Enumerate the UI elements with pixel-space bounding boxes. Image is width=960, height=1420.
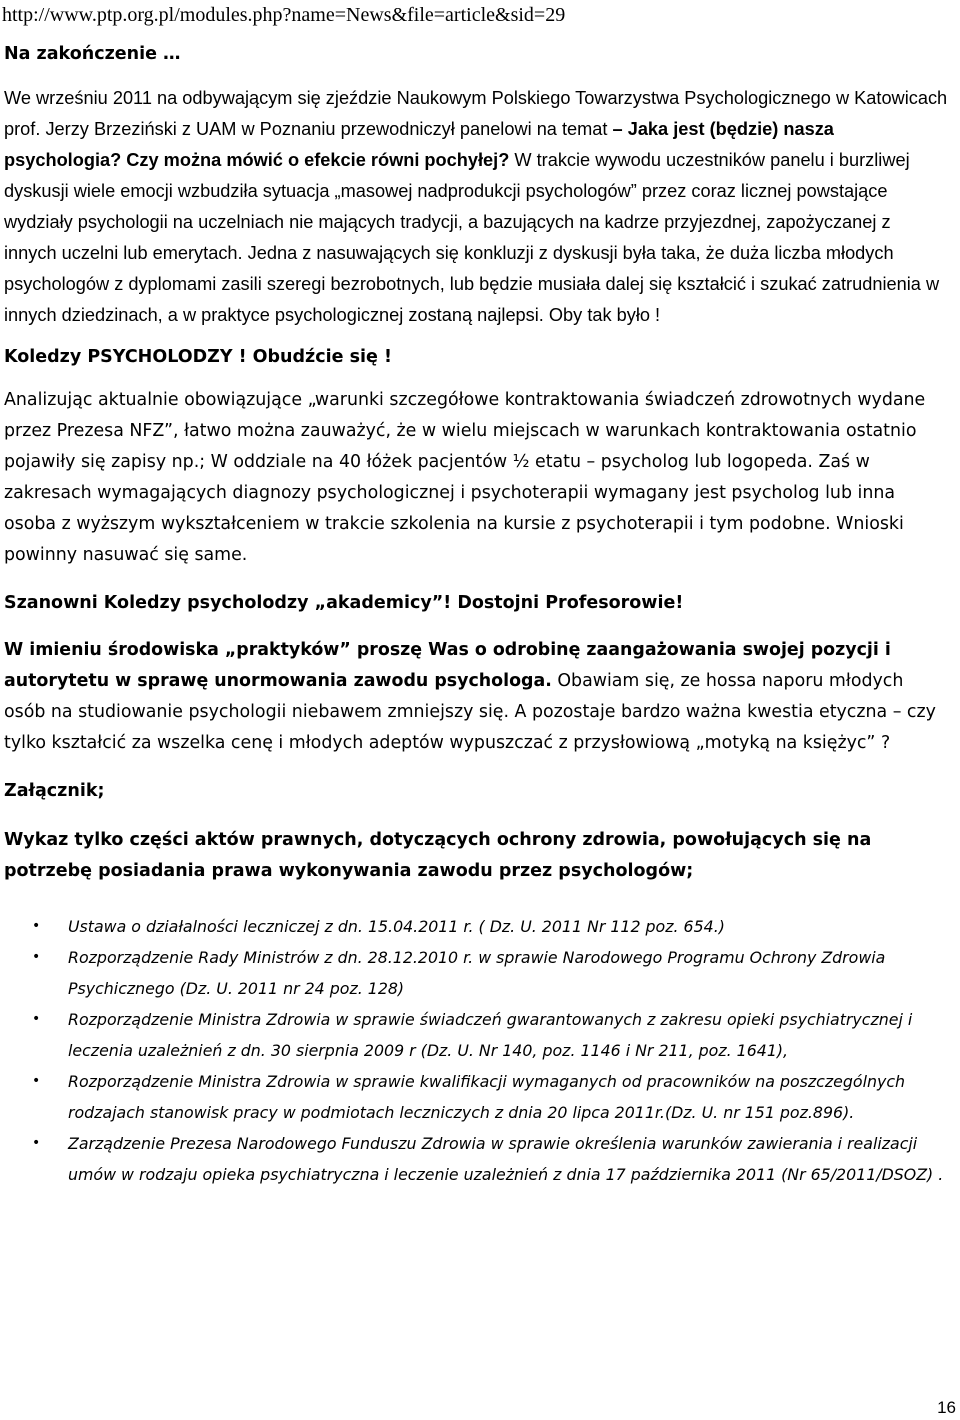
legal-act-item [4, 911, 948, 942]
legal-acts-list [4, 911, 948, 1190]
panel-topic-bold: – Jaka jest (będzie) nasza psychologia? Czy można mówić o efekcie równi pochyłej? [4, 119, 834, 170]
legal-act-item [4, 942, 948, 1004]
bullet-icon: • [32, 918, 41, 934]
legal-act-text: Zarządzenie Prezesa Narodowego Funduszu Zdrowia w sprawie określenia warunków zawierania i realizacji umów w rodzaju opieka psychiatryczna i leczenie uzależnień z dnia 17 października 2011 (Nr 65/2011/DSOZ) . [68, 1134, 944, 1184]
section-heading-academics: Szanowni Koledzy psycholodzy „akademicy”! Dostojni Profesorowie! [4, 593, 684, 613]
article-content [4, 44, 948, 1190]
source-url-link[interactable]: http://www.ptp.org.pl/modules.php?name=News&file=article&sid=29 [2, 4, 566, 26]
section-heading-conclusion: Na zakończenie … [4, 44, 181, 64]
appeal-bold-text: W imieniu środowiska „praktyków” proszę Was o odrobinę zaangażowania swojej pozycji i autorytetu w sprawę unormowania zawodu psychologa. [4, 640, 891, 691]
paragraph-congress [4, 83, 948, 331]
legal-act-text: Ustawa o działalności leczniczej z dn. 15.04.2011 r. ( Dz. U. 2011 Nr 112 poz. 654.) [68, 917, 725, 936]
appeal-text: Obawiam się, ze hossa naporu młodych osób na studiowanie psychologii niebawem zmniejszy się. A pozostaje bardzo ważna kwestia etyczna – czy tylko kształcić za wszelka cenę i młodych adeptów wypuszczać z przysłowiową „motyką na księżyc” ? [4, 671, 936, 753]
legal-act-text: Rozporządzenie Ministra Zdrowia w sprawie świadczeń gwarantowanych z zakresu opieki psychiatrycznej i leczenia uzależnień z dn. 30 sierpnia 2009 r (Dz. U. Nr 140, poz. 1146 i Nr 211, poz. 1641), [68, 1010, 913, 1060]
legal-act-item [4, 1128, 948, 1190]
bullet-icon: • [32, 1073, 41, 1089]
legal-acts-list-heading: Wykaz tylko części aktów prawnych, dotyczących ochrony zdrowia, powołujących się na potrzebę posiadania prawa wykonywania zawodu przez psychologów; [4, 830, 872, 881]
bullet-icon: • [32, 1135, 41, 1151]
paragraph-nfz-conditions: Analizując aktualnie obowiązujące „warunki szczegółowe kontraktowania świadczeń zdrowotnych wydane przez Prezesa NFZ”, łatwo można zauważyć, że w wielu miejscach w warunkach kontraktowania ostatnio pojawiły się zapisy np.; W oddziale na 40 łóżek pacjentów ½ etatu – psycholog lub logopeda. Zaś w zakresach wymagających diagnozy psychologicznej i psychoterapii wymagany jest psycholog lub inna osoba z wyższym wykształceniem w trakcie szkolenia na kursie z psychoterapii i tym podobne. Wnioski powinny nasuwać się same. [4, 390, 926, 565]
legal-act-item [4, 1066, 948, 1128]
legal-act-text: Rozporządzenie Ministra Zdrowia w sprawie kwalifikacji wymaganych od pracowników na poszczególnych rodzajach stanowisk pracy w podmiotach leczniczych z dnia 20 lipca 2011r.(Dz. U. nr 151 poz.896). [68, 1072, 906, 1122]
page-number: 16 [937, 1398, 956, 1417]
legal-act-text: Rozporządzenie Rady Ministrów z dn. 28.12.2010 r. w sprawie Narodowego Programu Ochrony Zdrowia Psychicznego (Dz. U. 2011 nr 24 poz. 128) [68, 948, 886, 998]
attachment-heading: Załącznik; [4, 781, 105, 801]
section-heading-wake-up: Koledzy PSYCHOLODZY ! Obudźcie się ! [4, 347, 392, 367]
legal-act-item [4, 1004, 948, 1066]
paragraph-congress-continued: W trakcie wywodu uczestników panelu i burzliwej dyskusji wiele emocji wzbudziła sytuacja „masowej nadprodukcji psychologów” przez coraz licznej powstające wydziały psychologii na uczelniach nie mających tradycji, a bazujących na kadrze przyjezdnej, zapożyczanej z innych uczelni lub emerytach. Jedna z nasuwających się konkluzji z dyskusji była taka, że duża liczba młodych psychologów z dyplomami zasili szeregi bezrobotnych, lub będzie musiała dalej się kształcić i szukać zatrudnienia w innych dziedzinach, a w praktyce psychologicznej zostaną najlepsi. Oby tak było ! [4, 150, 940, 325]
paragraph-appeal [4, 635, 948, 759]
bullet-icon: • [32, 949, 41, 965]
paragraph-congress-text: We wrześniu 2011 na odbywającym się zjeździe Naukowym Polskiego Towarzystwa Psychologicznego w Katowicach prof. Jerzy Brzeziński z UAM w Poznaniu przewodniczył panelowi na temat [4, 88, 948, 139]
bullet-icon: • [32, 1011, 41, 1027]
